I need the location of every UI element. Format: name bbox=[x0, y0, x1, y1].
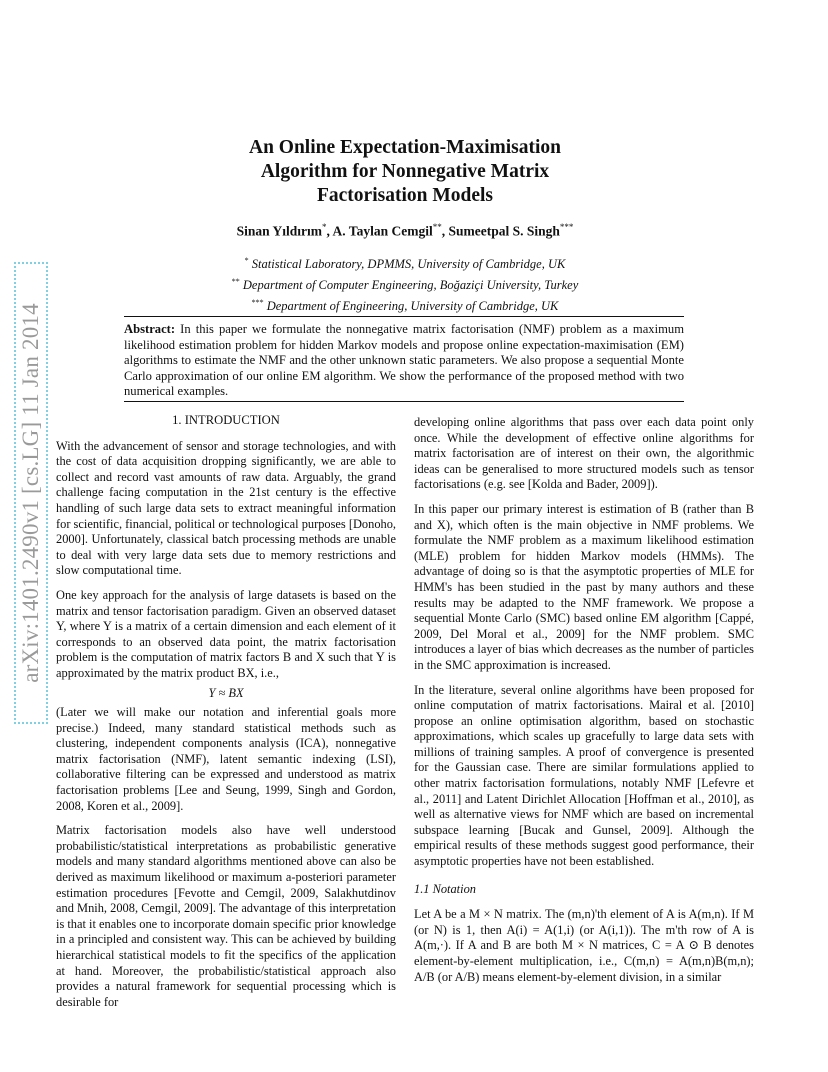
affiliation-text: Department of Engineering, University of Cambridge, UK bbox=[266, 299, 559, 314]
paragraph: With the advancement of sensor and storage technologies, and with the cost of data acquisition dropping significantly, we are able to collect and record vast amounts of raw data. Arguably, the grand challenge facing computation in the 21st century is the effective handling of such large data sets to extract meaningful information for scientific, financial, political or technological purposes [Donoho, 2000]. Unfortunately, classical batch processing methods are unable to deal with very large data sets due to memory restrictions and slow computational time. bbox=[56, 438, 396, 578]
author-list bbox=[150, 222, 660, 240]
author-mark: * bbox=[322, 222, 327, 232]
author-mark: *** bbox=[559, 222, 574, 232]
paragraph: Let A be a M × N matrix. The (m,n)'th element of A is A(m,n). If M (or N) is 1, then A(i) = A(1,i) (or A(i,1)). The m'th row of A is A(m,·). If A and B are both M × N matrices, C = A ⊙ B denotes element-by-element multiplication, i.e., C(m,n) = A(m,n)B(m,n); A/B (or A/B) means element-by-element division, in a similar bbox=[414, 907, 754, 984]
affiliation-line bbox=[150, 252, 660, 273]
abstract-block bbox=[124, 322, 684, 400]
abstract-text: In this paper we formulate the nonnegative matrix factorisation (NMF) problem as a maximum likelihood estimation problem for hidden Markov models and propose online expectation-maximisation (EM) algorithms to estimate the NMF and the other unknown static parameters. We also propose a sequential Monte Carlo approximation of our online EM algorithm. We show the performance of the proposed method with two numerical examples. bbox=[124, 322, 684, 399]
abstract-label: Abstract: bbox=[124, 322, 176, 336]
affiliation-line bbox=[150, 273, 660, 294]
author-name: Sumeetpal S. Singh bbox=[448, 223, 560, 239]
author-separator: , bbox=[326, 223, 333, 239]
affiliation-mark: *** bbox=[251, 298, 264, 308]
abstract-top-rule bbox=[124, 316, 684, 317]
author-mark: ** bbox=[432, 222, 442, 232]
paragraph: (Later we will make our notation and inferential goals more precise.) Indeed, many standard statistical methods such as clustering, independent components analysis (ICA), nonnegative matrix factorisation (NMF), latent semantic indexing (LSI), collaborative filtering can be expressed and understood as matrix factorisation problems [Lee and Seung, 1999, Singh and Gordon, 2008, Koren et al., 2009]. bbox=[56, 705, 396, 813]
affiliation-text: Department of Computer Engineering, Boğaziçi University, Turkey bbox=[242, 278, 579, 293]
title-line: An Online Expectation-Maximisation bbox=[248, 137, 561, 158]
paragraph: One key approach for the analysis of large datasets is based on the matrix and tensor factorisation paradigm. Given an observed dataset Y, where Y is a matrix of a certain dimension and each element of it corresponds to an observed data point, the matrix factorisation problem is the computation of matrix factors B and X such that Y is approximated by the matrix product BX, i.e., bbox=[56, 587, 396, 680]
abstract-bottom-rule bbox=[124, 401, 684, 402]
affiliation-mark: ** bbox=[231, 277, 240, 287]
arxiv-identifier-stamp bbox=[14, 262, 48, 724]
affiliation-mark: * bbox=[244, 256, 249, 265]
author-name: A. Taylan Cemgil bbox=[332, 223, 433, 239]
equation: Y ≈ BX bbox=[208, 685, 244, 700]
author-separator: , bbox=[441, 223, 449, 239]
left-column bbox=[56, 413, 396, 1019]
section-heading: 1. INTRODUCTION bbox=[172, 413, 280, 427]
affiliation-list bbox=[150, 252, 660, 315]
right-column bbox=[414, 415, 754, 994]
paragraph: In the literature, several online algorithms have been proposed for online computation of matrix factorisations. Mairal et al. [2010] propose an online optimisation algorithm, based on stochastic approximations, which scales up gracefully to large data sets with millions of training samples. A proof of convergence is presented for the Gaussian case. There are similar formulations applied to other matrix factorisation formulations, notably NMF [Lefevre et al., 2011] and Latent Dirichlet Allocation [Hoffman et al., 2010], as well as alternative views for NMF which are based on incremental subspace learning [Bucak and Gunsel, 2009]. Although the empirical results of these methods suggest good performance, their asymptotic properties have not been established. bbox=[414, 682, 754, 869]
title-line: Algorithm for Nonnegative Matrix bbox=[260, 161, 550, 182]
paragraph: developing online algorithms that pass over each data point only once. While the development of effective online algorithms for matrix factorisation are of interest on their own, the algorithmic ideas can be generalised to more structured models such as tensor factorisations (e.g. see [Kolda and Bader, 2009]). bbox=[414, 415, 754, 492]
subsection-heading: 1.1 Notation bbox=[414, 881, 476, 896]
affiliation-line bbox=[150, 294, 660, 315]
paper-title bbox=[150, 136, 660, 208]
affiliation-text: Statistical Laboratory, DPMMS, University of Cambridge, UK bbox=[251, 257, 566, 272]
title-line: Factorisation Models bbox=[316, 185, 493, 206]
paragraph: In this paper our primary interest is estimation of B (rather than B and X), which often is the main objective in NMF problems. We formulate the NMF problem as a maximum likelihood estimation (MLE) problem for hidden Markov models (HMMs). The advantage of doing so is that the asymptotic properties of MLE for HMM's has been studied in the past by many authors and these results may be adapted to the NMF framework. We propose a sequential Monte Carlo (SMC) based online EM algorithm [Cappé, 2009, Del Moral et al., 2009] for the NMF problem. SMC introduces a layer of bias which decreases as the number of particles in the SMC approximation is increased. bbox=[414, 501, 754, 672]
arxiv-identifier: arXiv:1401.2490v1 [cs.LG] 11 Jan 2014 bbox=[18, 303, 43, 683]
paragraph: Matrix factorisation models also have well understood probabilistic/statistical interpretations as probabilistic generative models and many standard algorithms mentioned above can also be derived as maximum likelihood or maximum a-posteriori parameter estimation procedures [Fevotte and Cemgil, 2009, Salakhutdinov and Mnih, 2008, Cemgil, 2009]. The advantage of this interpretation is that it enables one to incorporate domain specific prior knowledge in a principled and consistent way. This can be achieved by building hierarchical statistical models to fit the specifics of the application at hand. Moreover, the probabilistic/statistical approach also provides a natural framework for sequential processing which is desirable for bbox=[56, 823, 396, 1009]
author-name: Sinan Yıldırım bbox=[236, 223, 323, 239]
